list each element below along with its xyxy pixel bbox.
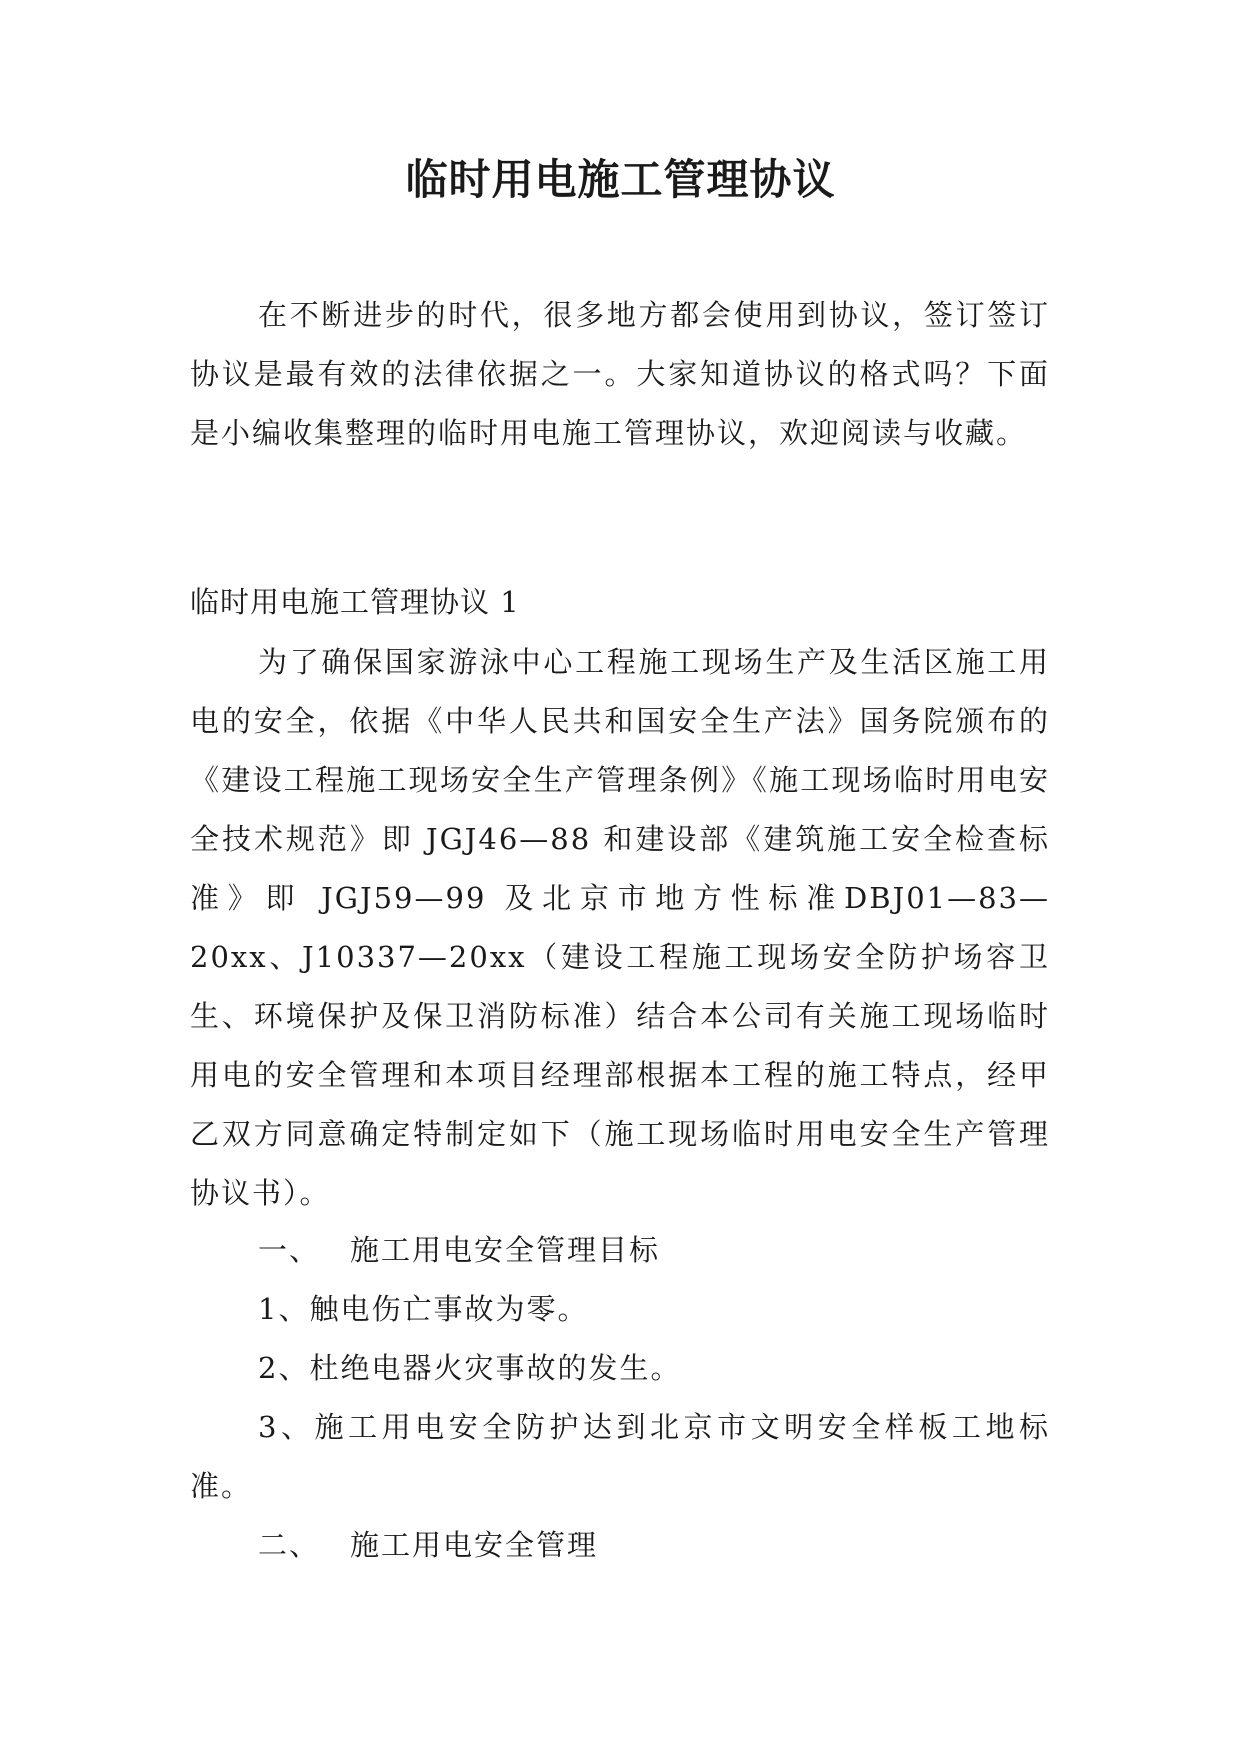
management-heading-number: 二、 [258,1528,321,1562]
management-heading-text: 施工用电安全管理 [350,1528,599,1562]
goal-heading-number: 一、 [258,1233,321,1267]
section-heading: 临时用电施工管理协议 1 [190,585,520,619]
goal-heading [190,1221,1050,1280]
agreement-paragraph: 为了确保国家游泳中心工程施工现场生产及生活区施工用电的安全，依据《中华人民共和国安全生产法》国务院颁布的《建设工程施工现场安全生产管理条例》《施工现场临时用电安全技术规范》即 JGJ46—88 和建设部《建筑施工安全检查标准》即 JGJ59—99 及北京市地方性标准DBJ01—83—20xx、J10337—20xx（建设工程施工现场安全防护场容卫生、环境保护及保卫消防标准）结合本公司有关施工现场临时用电的安全管理和本项目经理部根据本工程的施工特点，经甲乙双方同意确定特制定如下（施工现场临时用电安全生产管理协议书）。 [190,645,1050,1210]
goal-item: 2、杜绝电器火灾事故的发生。 [258,1351,682,1385]
management-heading [190,1516,1050,1575]
goal-heading-text: 施工用电安全管理目标 [350,1233,661,1267]
document-title: 临时用电施工管理协议 [405,155,836,204]
intro-paragraph: 在不断进步的时代，很多地方都会使用到协议，签订签订协议是最有效的法律依据之一。大家知道协议的格式吗？下面是小编收集整理的临时用电施工管理协议，欢迎阅读与收藏。 [190,298,1050,450]
goal-item: 3、施工用电安全防护达到北京市文明安全样板工地标准。 [190,1410,1050,1503]
goal-item: 1、触电伤亡事故为零。 [258,1292,589,1326]
